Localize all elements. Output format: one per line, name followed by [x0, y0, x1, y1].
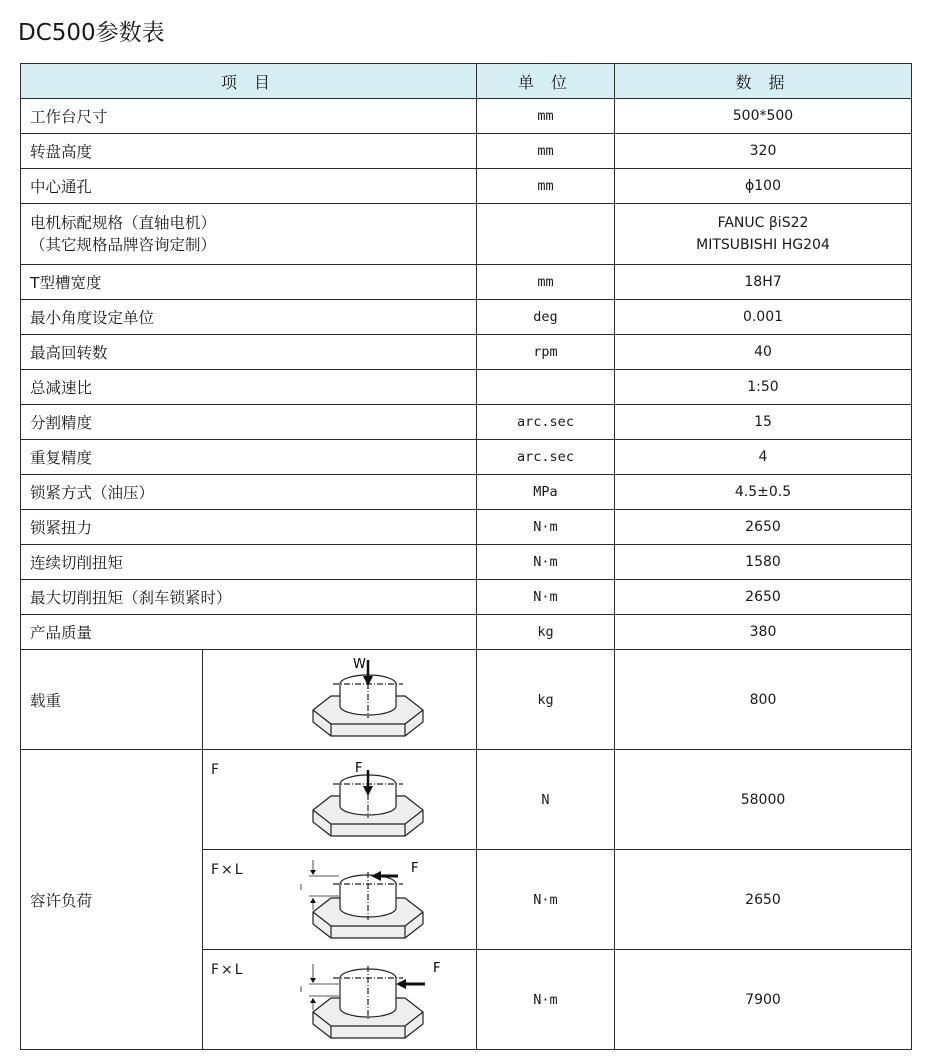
load-diagram — [273, 650, 473, 750]
row-item: 分割精度 — [21, 405, 477, 440]
table-row — [21, 99, 912, 134]
sub-label: F×L — [211, 962, 245, 978]
table-header-row — [21, 64, 912, 99]
row-unit: mm — [477, 134, 615, 169]
row-unit: mm — [477, 99, 615, 134]
row-unit: arc.sec — [477, 405, 615, 440]
table-row — [21, 335, 912, 370]
row-value: 320 — [615, 134, 912, 169]
row-value: 7900 — [615, 950, 912, 1050]
table-row — [21, 405, 912, 440]
table-row — [21, 510, 912, 545]
diagram-label: F — [411, 861, 419, 876]
row-value: 800 — [615, 650, 912, 750]
header-unit: 单 位 — [477, 64, 615, 99]
row-item: 最小角度设定单位 — [21, 300, 477, 335]
diagram-label: F — [433, 961, 441, 976]
row-item — [21, 204, 477, 265]
moment-load-diagram — [273, 850, 473, 950]
row-unit: mm — [477, 265, 615, 300]
sub-label: F×L — [211, 862, 245, 878]
row-value: 1580 — [615, 545, 912, 580]
table-row — [21, 440, 912, 475]
row-item: 锁紧方式（油压） — [21, 475, 477, 510]
row-value: 4.5±0.5 — [615, 475, 912, 510]
allowable-diagram-cell — [203, 850, 477, 950]
row-item: T型槽宽度 — [21, 265, 477, 300]
row-unit: kg — [477, 650, 615, 750]
row-value: 40 — [615, 335, 912, 370]
row-value-line: FANUC βiS22 — [717, 215, 809, 231]
page-title: DC500参数表 — [18, 20, 165, 46]
row-item: 中心通孔 — [21, 169, 477, 204]
row-value: 58000 — [615, 750, 912, 850]
row-value — [615, 204, 912, 265]
row-item: 容许负荷 — [21, 750, 203, 1050]
row-unit: kg — [477, 615, 615, 650]
row-value: 15 — [615, 405, 912, 440]
row-item-line: （其它规格品牌咨询定制） — [30, 236, 217, 254]
row-value: ϕ100 — [615, 169, 912, 204]
row-value: 500*500 — [615, 99, 912, 134]
diagram-label: W — [353, 657, 366, 672]
sub-label: F — [211, 762, 222, 778]
row-item-line: 电机标配规格（直轴电机） — [30, 214, 217, 232]
row-value: 2650 — [615, 850, 912, 950]
header-item: 项 目 — [21, 64, 477, 99]
row-unit: mm — [477, 169, 615, 204]
table-row — [21, 204, 912, 265]
table-row — [21, 615, 912, 650]
row-unit: arc.sec — [477, 440, 615, 475]
row-item: 产品质量 — [21, 615, 477, 650]
table-row-allowable — [21, 750, 912, 850]
row-item: 锁紧扭力 — [21, 510, 477, 545]
allowable-diagram-cell — [203, 750, 477, 850]
row-value: 18H7 — [615, 265, 912, 300]
row-value-line: MITSUBISHI HG204 — [696, 237, 830, 253]
diagram-label: F — [355, 761, 363, 776]
row-item: 最大切削扭矩（刹车锁紧时） — [21, 580, 477, 615]
table-row — [21, 134, 912, 169]
row-value: 2650 — [615, 580, 912, 615]
table-row — [21, 169, 912, 204]
row-unit: MPa — [477, 475, 615, 510]
row-item: 总减速比 — [21, 370, 477, 405]
allowable-diagram-cell — [203, 950, 477, 1050]
table-row-load — [21, 650, 912, 750]
row-item: 连续切削扭矩 — [21, 545, 477, 580]
table-row — [21, 370, 912, 405]
row-unit: deg — [477, 300, 615, 335]
row-item: 转盘高度 — [21, 134, 477, 169]
row-item: 工作台尺寸 — [21, 99, 477, 134]
load-diagram-cell — [203, 650, 477, 750]
row-item: 最高回转数 — [21, 335, 477, 370]
row-item: 载重 — [21, 650, 203, 750]
table-row — [21, 580, 912, 615]
row-unit: N·m — [477, 850, 615, 950]
table-row — [21, 265, 912, 300]
table-row — [21, 545, 912, 580]
row-value: 1:50 — [615, 370, 912, 405]
row-unit: N·m — [477, 510, 615, 545]
row-unit — [477, 370, 615, 405]
spec-table — [20, 63, 912, 1050]
row-value: 4 — [615, 440, 912, 475]
header-value: 数 据 — [615, 64, 912, 99]
axial-load-diagram — [273, 750, 473, 850]
row-value: 2650 — [615, 510, 912, 545]
offset-moment-load-diagram — [273, 950, 473, 1050]
row-unit: N — [477, 750, 615, 850]
row-unit: N·m — [477, 545, 615, 580]
table-row — [21, 300, 912, 335]
row-item: 重复精度 — [21, 440, 477, 475]
row-value: 0.001 — [615, 300, 912, 335]
table-row — [21, 475, 912, 510]
row-unit: N·m — [477, 950, 615, 1050]
row-unit: N·m — [477, 580, 615, 615]
row-unit: rpm — [477, 335, 615, 370]
row-value: 380 — [615, 615, 912, 650]
row-unit — [477, 204, 615, 265]
